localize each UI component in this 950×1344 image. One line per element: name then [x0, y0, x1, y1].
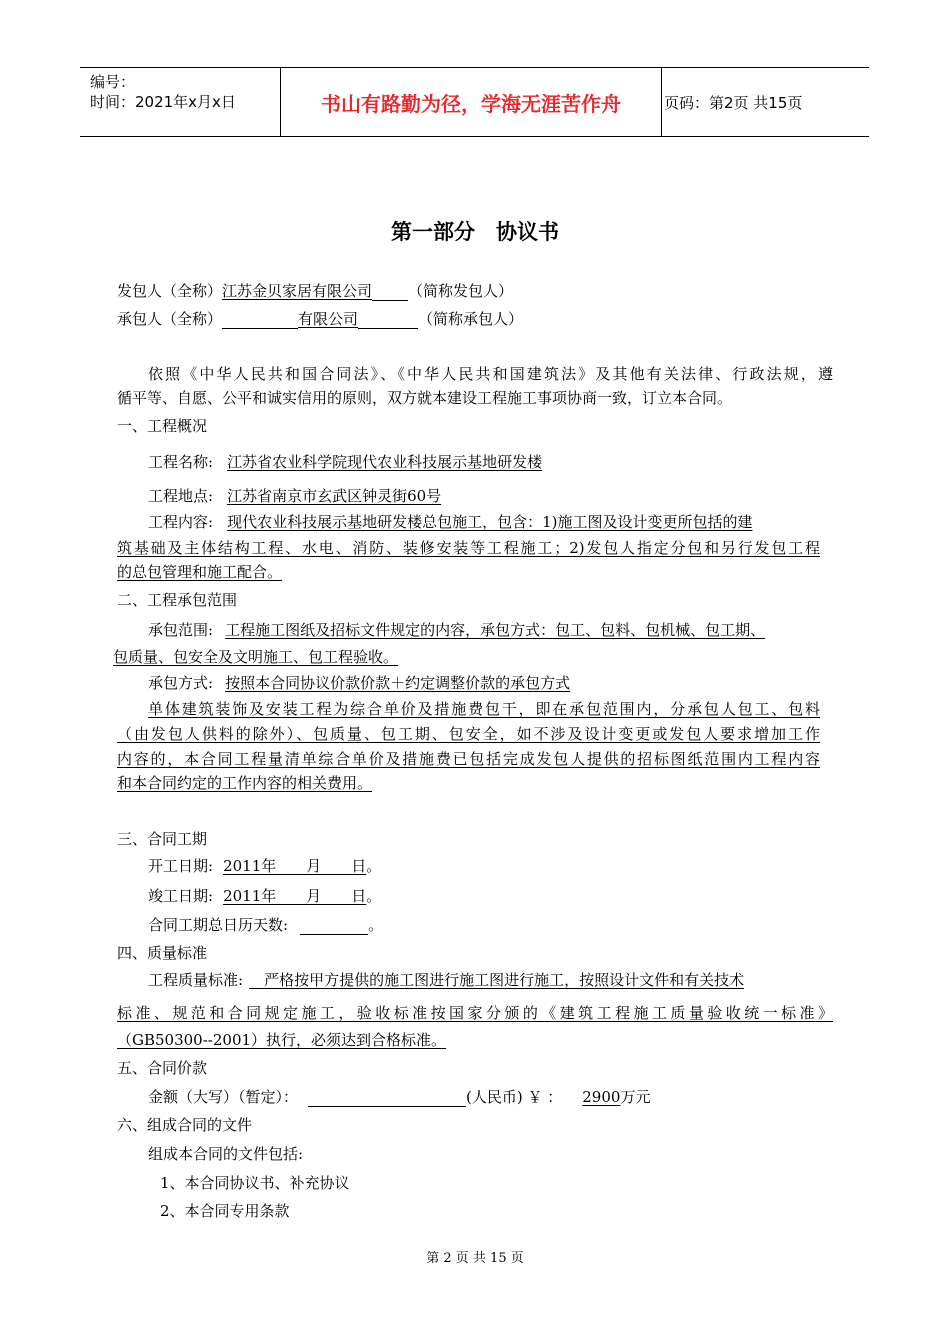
documents-intro: 组成本合同的文件包括: [148, 1145, 304, 1163]
quality-text-3: （GB50300--2001）执行，必须达到合格标准。 [117, 1031, 447, 1049]
project-location-value: 江苏省南京市玄武区钟灵街60号 [227, 487, 442, 505]
document-item-2: 2、本合同专用条款 [160, 1202, 290, 1220]
project-name-line [148, 452, 542, 472]
project-content-line-1 [148, 512, 752, 532]
rmb-label: (人民币) ￥ ： [466, 1088, 563, 1106]
section4-heading: 四、质量标准 [117, 944, 208, 962]
start-date-value: 2011年 月 日 [223, 857, 367, 875]
document-title: 第一部分 协议书 [391, 220, 559, 244]
contractor-line [117, 309, 523, 329]
quality-text-1: 严格按甲方提供的施工图进行施工图进行施工，按照设计文件和有关技术 [249, 971, 745, 989]
employer-prefix: 发包人（全称） [117, 282, 223, 300]
project-content-line-3: 的总包管理和施工配合。 [117, 563, 283, 581]
method-value: 按照本合同协议价款价款＋约定调整价款的承包方式 [225, 674, 571, 692]
amount-value: 2900 [582, 1088, 621, 1106]
intro-line-2: 循平等、自愿、公平和诚实信用的原则，双方就本建设工程施工事项协商一致，订立本合同。 [117, 389, 733, 407]
method-label: 承包方式: [148, 674, 214, 692]
contractor-suffix: （简称承包人） [418, 310, 524, 328]
project-location-line [148, 486, 441, 506]
number-label: 编号： [90, 73, 136, 91]
contractor-prefix: 承包人（全称） [117, 310, 223, 328]
period-label: 合同工期总日历天数: [148, 916, 289, 934]
section6-heading: 六、组成合同的文件 [117, 1116, 253, 1134]
end-date-line: 竣工日期: 2011年 月 日。 [148, 887, 382, 905]
amount-blank [308, 1089, 466, 1107]
amount-label: 金额（大写）（暂定）： [148, 1088, 299, 1106]
start-date-label: 开工日期: [148, 857, 214, 875]
header-motto: 书山有路勤为径，学海无涯苦作舟 [280, 68, 662, 136]
contractor-name: 有限公司 [298, 310, 359, 328]
amount-unit: 万元 [620, 1088, 651, 1106]
employer-blank [372, 283, 408, 301]
contractor-blank-left [222, 311, 298, 329]
project-location-label: 工程地点: [148, 487, 214, 505]
intro-line-1: 依照《中华人民共和国合同法》、《中华人民共和国建筑法》及其他有关法律、行政法规，遵 [148, 365, 833, 383]
header-page-info: 页码：第2页 共15页 [664, 94, 803, 112]
header-left [90, 72, 280, 112]
amount-line [148, 1087, 650, 1107]
start-date-line: 开工日期: 2011年 月 日。 [148, 857, 382, 875]
period-line [148, 915, 383, 935]
period-end: 。 [368, 916, 384, 934]
page-header [80, 67, 869, 137]
section1-heading: 一、工程概况 [117, 417, 208, 435]
method-line [148, 673, 570, 693]
employer-name: 江苏金贝家居有限公司 [222, 282, 373, 300]
project-name-value: 江苏省农业科学院现代农业科技展示基地研发楼 [227, 453, 543, 471]
section2-heading: 二、工程承包范围 [117, 591, 238, 609]
employer-suffix: （简称发包人） [408, 282, 514, 300]
page-footer: 第 2 页 共 15 页 [426, 1251, 524, 1266]
section3-heading: 三、合同工期 [117, 830, 208, 848]
end-date-value: 2011年 月 日 [223, 887, 367, 905]
scope-text-1: 工程施工图纸及招标文件规定的内容，承包方式：包工、包料、包机械、包工期、 [225, 621, 766, 639]
scope-line-2: 包质量、包安全及文明施工、包工程验收。 [113, 648, 399, 666]
end-date-label: 竣工日期: [148, 887, 214, 905]
detail-line-2: （由发包人供料的除外）、包质量、包工期、包安全，如不涉及设计变更或发包人要求增加工作 [117, 725, 820, 743]
section5-heading: 五、合同价款 [117, 1059, 208, 1077]
quality-line-3 [117, 1030, 476, 1050]
detail-line-3: 内容的，本合同工程量清单综合单价及措施费已包括完成发包人提供的招标图纸范围内工程内容 [117, 750, 820, 768]
quality-line-1 [148, 970, 744, 990]
scope-label: 承包范围: [148, 621, 214, 639]
employer-line [117, 281, 513, 301]
quality-label: 工程质量标准: [148, 971, 244, 989]
detail-line-1: 单体建筑装饰及安装工程为综合单价及措施费包干，即在承包范围内，分承包人包工、包料 [148, 700, 820, 718]
period-blank [300, 917, 368, 935]
document-item-1: 1、本合同协议书、补充协议 [160, 1174, 350, 1192]
project-name-label: 工程名称: [148, 453, 214, 471]
detail-line-4: 和本合同约定的工作内容的相关费用。 [117, 774, 373, 792]
project-content-label: 工程内容: [148, 513, 214, 531]
contractor-blank-right [358, 311, 418, 329]
date-line: 时间：2021年x月x日 [90, 93, 236, 111]
project-content-line-2: 筑基础及主体结构工程、水电、消防、装修安装等工程施工；2)发包人指定分包和另行发包工程 [117, 539, 820, 557]
project-content-text-1: 现代农业科技展示基地研发楼总包施工，包含：1)施工图及设计变更所包括的建 [227, 513, 753, 531]
scope-line-1 [148, 620, 765, 640]
quality-line-2: 标准、规范和合同规定施工，验收标准按国家分颁的《建筑工程施工质量验收统一标准》 [117, 1004, 833, 1022]
